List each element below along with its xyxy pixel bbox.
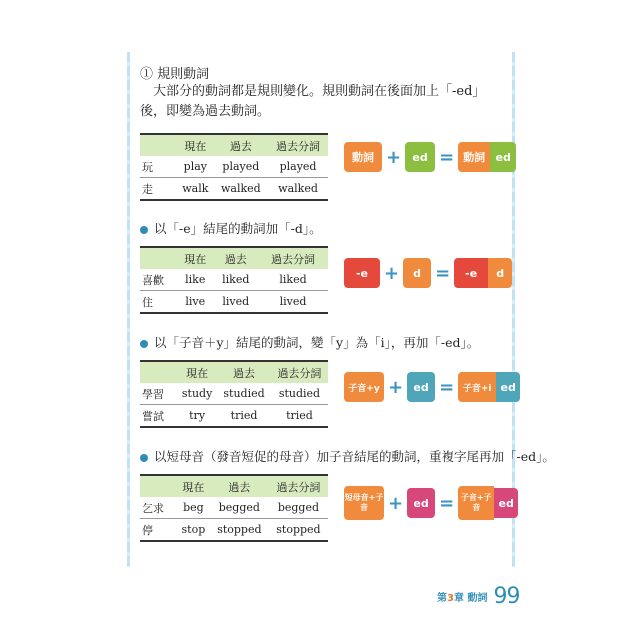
- left-dotted-rule: [127, 52, 130, 567]
- rule-bullet-4: 以短母音（發音短促的母音）加子音結尾的動詞，重複字尾再加「-ed」。: [140, 447, 555, 465]
- intro-paragraph: 大部分的動詞都是規則變化。規則動詞在後面加上「-ed」後，即變為過去動詞。: [140, 84, 486, 119]
- puzzle-piece: 子音+y: [344, 372, 384, 402]
- bullet-dot-icon: [140, 454, 148, 462]
- chapter-label: 第3章 動詞: [437, 593, 488, 604]
- equals-icon: =: [439, 146, 455, 168]
- page-number: 99: [493, 584, 520, 609]
- table-row: 走 walk walked walked: [140, 178, 328, 201]
- puzzle-piece: ed: [494, 488, 518, 518]
- puzzle-piece: ed: [490, 142, 516, 172]
- page-footer: [437, 584, 519, 609]
- bullet-dot-icon: [140, 340, 148, 348]
- puzzle-piece: -e: [454, 258, 488, 288]
- puzzle-1: [344, 142, 516, 172]
- puzzle-piece: ed: [407, 488, 435, 518]
- puzzle-piece: ed: [405, 142, 435, 172]
- section-title: ① 規則動詞: [140, 67, 210, 82]
- puzzle-piece: d: [488, 258, 512, 288]
- puzzle-piece: 動詞: [344, 142, 382, 172]
- equals-icon: =: [435, 262, 451, 284]
- equals-icon: =: [439, 492, 455, 514]
- table-row: 喜歡 like liked liked: [140, 269, 328, 291]
- table-row: 嘗試 try tried tried: [140, 405, 328, 428]
- plus-icon: +: [386, 146, 402, 168]
- equals-icon: =: [439, 376, 455, 398]
- puzzle-2: [344, 258, 512, 288]
- puzzle-piece: 子音+i: [458, 372, 496, 402]
- verb-table-4: 現在 過去 過去分詞 乞求 beg begged begged 停 stop stopped stopped: [140, 474, 330, 542]
- header-blank: [140, 134, 177, 156]
- table-row: 乞求 beg begged begged: [140, 497, 328, 519]
- plus-icon: +: [388, 376, 404, 398]
- puzzle-3: [344, 372, 520, 402]
- puzzle-piece: 子音+子音: [458, 486, 494, 520]
- table-row: 住 live lived lived: [140, 291, 328, 314]
- plus-icon: +: [384, 262, 400, 284]
- verb-table-2: 現在 過去 過去分詞 喜歡 like liked liked 住 live lived lived: [140, 246, 330, 314]
- verb-table-3: 現在 過去 過去分詞 學習 study studied studied 嘗試 try tried tried: [140, 360, 330, 428]
- puzzle-piece: 短母音+子音: [344, 486, 384, 520]
- plus-icon: +: [388, 492, 404, 514]
- rule-bullet-3: 以「子音＋y」結尾的動詞，變「y」為「i」，再加「-ed」。: [140, 333, 479, 351]
- header-present: 現在: [177, 134, 214, 156]
- table-row: 學習 study studied studied: [140, 383, 328, 405]
- header-past-participle: 過去分詞: [268, 134, 328, 156]
- table-row: 玩 play played played: [140, 156, 328, 178]
- bullet-dot-icon: [140, 226, 148, 234]
- header-past: 過去: [214, 134, 268, 156]
- puzzle-4: [344, 486, 518, 520]
- puzzle-piece: d: [403, 258, 431, 288]
- puzzle-piece: -e: [344, 258, 380, 288]
- rule-bullet-2: 以「-e」結尾的動詞加「-d」。: [140, 219, 322, 237]
- table-row: 停 stop stopped stopped: [140, 519, 328, 542]
- puzzle-piece: ed: [496, 372, 520, 402]
- verb-table-1: [140, 133, 330, 201]
- puzzle-piece: 動詞: [458, 142, 490, 172]
- puzzle-piece: ed: [407, 372, 435, 402]
